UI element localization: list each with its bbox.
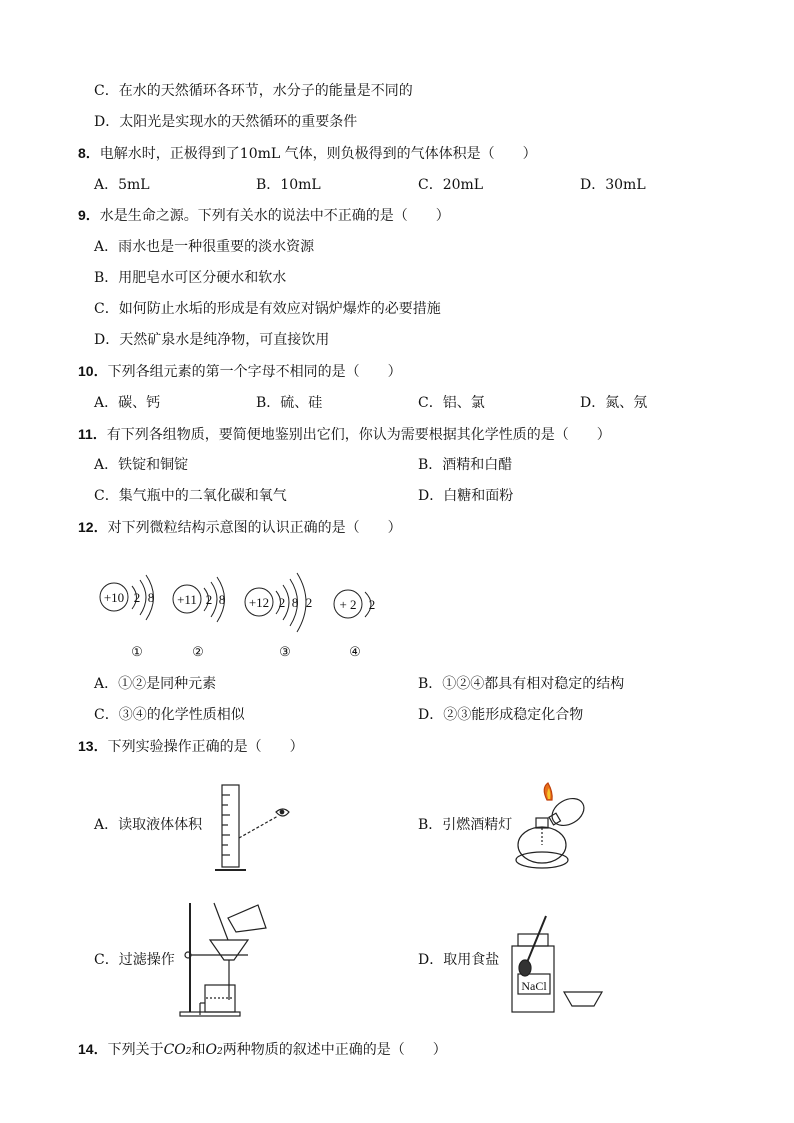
q11-option-c: C．集气瓶中的二氧化碳和氧气 [94,488,287,504]
diagram-label: ④ [349,644,361,659]
shell-electrons: 2 [278,595,286,610]
q9-option-b: B．用肥皂水可区分硬水和软水 [94,270,287,286]
graduated-cylinder-illustration [215,785,289,870]
q8-option-c: C．20mL [418,177,484,193]
q13-option-b: B．引燃酒精灯 [418,817,513,833]
question-stem: 电解水时，正极得到了10mL 气体，则负极得到的气体体积是（ ） [99,146,537,162]
reagent-bottle-illustration [512,916,602,1012]
q7-option-c: C．在水的天然循环各环节，水分子的能量是不同的 [94,83,413,99]
question-number: 11． [78,426,107,442]
conjunction: 和 [191,1042,206,1058]
question-stem: 水是生命之源。下列有关水的说法中不正确的是（ ） [99,208,450,224]
filtration-illustration [180,903,266,1016]
q12-option-b: B．①②④都具有相对稳定的结构 [418,676,625,692]
question-stem-post: 两种物质的叙述中正确的是（ ） [222,1042,447,1058]
question-14 [78,1040,447,1061]
shell-electrons: 8 [218,592,226,607]
q9-option-d: D．天然矿泉水是纯净物，可直接饮用 [94,332,330,348]
q11-option-b: B．酒精和白醋 [418,457,513,473]
question-number: 9． [78,207,100,223]
co2-formula: CO2 [163,1042,192,1058]
q10-option-d: D．氮、氖 [580,395,648,411]
nucleus-charge: +12 [248,595,270,610]
q9-option-c: C．如何防止水垢的形成是有效应对锅炉爆炸的必要措施 [94,301,441,317]
shell-electrons: 2 [133,590,141,605]
q7-option-d: D．太阳光是实现水的天然循环的重要条件 [94,114,358,130]
question-number: 12． [78,519,108,535]
q8-option-b: B．10mL [256,177,321,193]
question-number: 8． [78,145,100,161]
question-stem: 有下列各组物质，要简便地鉴别出它们，你认为需要根据其化学性质的是（ ） [106,427,611,443]
q11-option-d: D．白糖和面粉 [418,488,514,504]
shell-electrons: 8 [147,590,155,605]
question-number: 14． [78,1041,108,1057]
q13-option-a: A．读取液体体积 [94,817,203,833]
question-stem-pre: 下列关于 [107,1042,164,1058]
question-stem: 下列实验操作正确的是（ ） [107,739,304,755]
question-number: 10． [78,363,108,379]
q13-option-c: C．过滤操作 [94,952,175,968]
nucleus-charge: +11 [177,592,197,607]
q10-option-c: C．铝、氯 [418,395,485,411]
q12-option-a: A．①②是同种元素 [94,676,217,692]
bottle-label: NaCl [521,979,547,993]
q12-option-d: D．②③能形成稳定化合物 [418,707,584,723]
q12-option-c: C．③④的化学性质相似 [94,707,245,723]
nucleus-charge: +10 [103,590,125,605]
alcohol-lamp-illustration [516,783,589,868]
diagram-label: ③ [279,644,291,659]
diagram-label: ① [131,644,143,659]
q9-option-a: A．雨水也是一种很重要的淡水资源 [94,239,315,255]
q8-option-d: D．30mL [580,177,646,193]
q11-option-a: A．铁锭和铜锭 [94,457,189,473]
question-stem: 下列各组元素的第一个字母不相同的是（ ） [107,364,402,380]
question-stem: 对下列微粒结构示意图的认识正确的是（ ） [107,520,402,536]
diagram-label: ② [192,644,204,659]
shell-electrons: 2 [305,595,313,610]
shell-electrons: 8 [291,595,299,610]
q10-option-b: B．硫、硅 [256,395,323,411]
shell-electrons: 2 [205,592,213,607]
q8-option-a: A．5mL [94,177,150,193]
o2-formula: O2 [205,1042,223,1058]
nucleus-charge: + 2 [339,597,357,612]
q13-option-d: D．取用食盐 [418,952,500,968]
q10-option-a: A．碳、钙 [94,395,161,411]
shell-electrons: 2 [368,597,376,612]
question-number: 13． [78,738,108,754]
